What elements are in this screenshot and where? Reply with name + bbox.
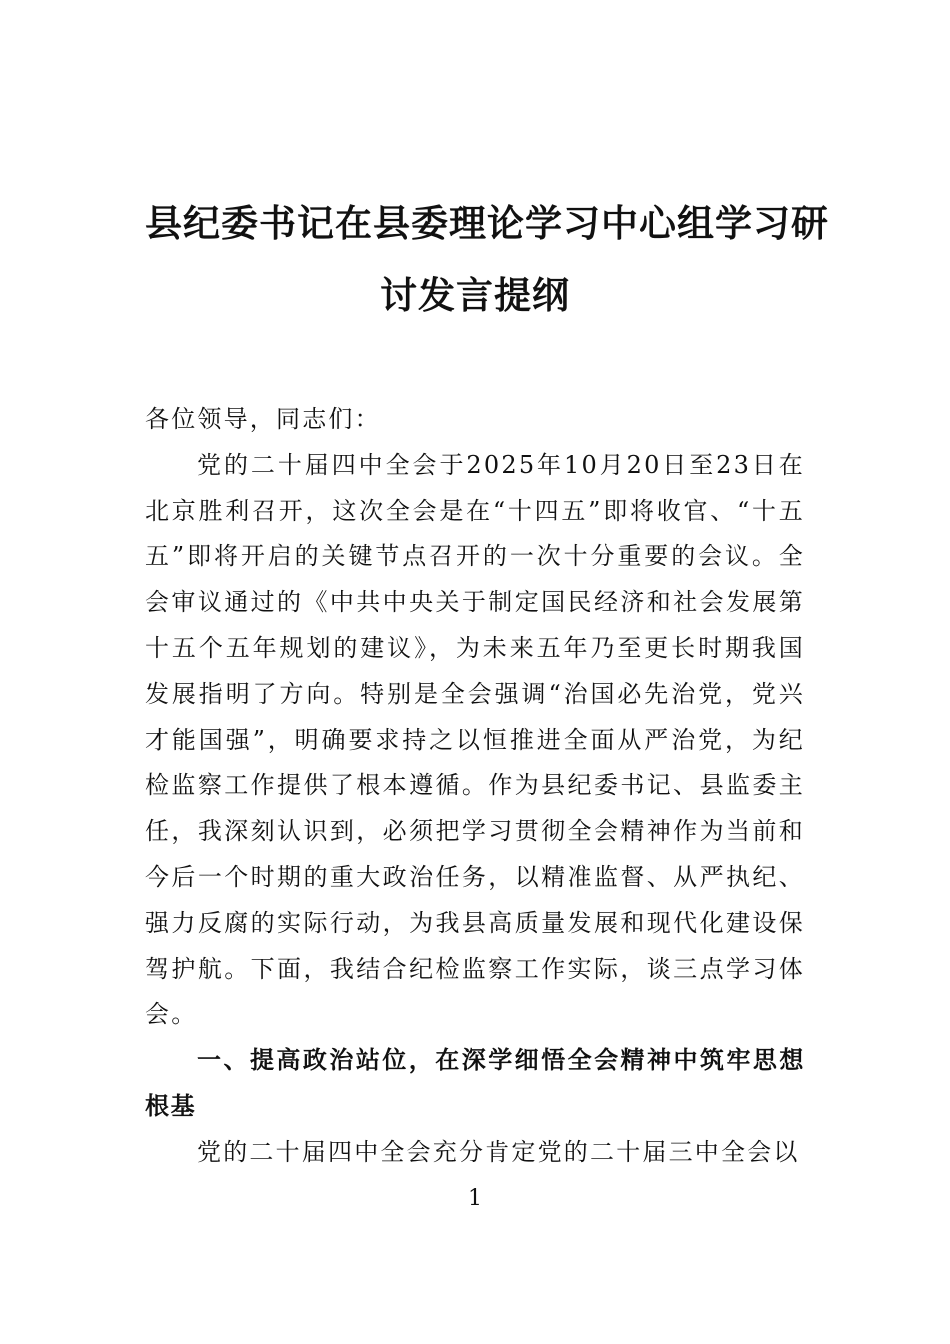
document-title xyxy=(145,188,829,332)
document-body xyxy=(145,397,805,1176)
paragraph-intro: 党的二十届四中全会于2025年10月20日至23日在北京胜利召开，这次全会是在“十四五”即将收官、“十五五”即将开启的关键节点召开的一次十分重要的会议。全会审议通过的《中共中央关于制定国民经济和社会发展第十五个五年规划的建议》，为未来五年乃至更长时期我国发展指明了方向。特别是全会强调“治国必先治党，党兴才能国强”，明确要求持之以恒推进全面从严治党，为纪检监察工作提供了根本遵循。作为县纪委书记、县监委主任，我深刻认识到，必须把学习贯彻全会精神作为当前和今后一个时期的重大政治任务，以精准监督、从严执纪、强力反腐的实际行动，为我县高质量发展和现代化建设保驾护航。下面，我结合纪检监察工作实际，谈三点学习体会。 xyxy=(145,450,805,1029)
title-line-1: 县纪委书记在县委理论学习中心组学习研 xyxy=(145,202,829,245)
page-number: 1 xyxy=(468,1186,482,1211)
title-line-2: 讨发言提纲 xyxy=(380,274,570,317)
paragraph-section-1: 党的二十届四中全会充分肯定党的二十届三中全会以 xyxy=(197,1137,800,1166)
section-heading-1: 一、提高政治站位，在深学细悟全会精神中筑牢思想根基 xyxy=(145,1046,805,1120)
salutation: 各位领导，同志们： xyxy=(145,405,381,433)
